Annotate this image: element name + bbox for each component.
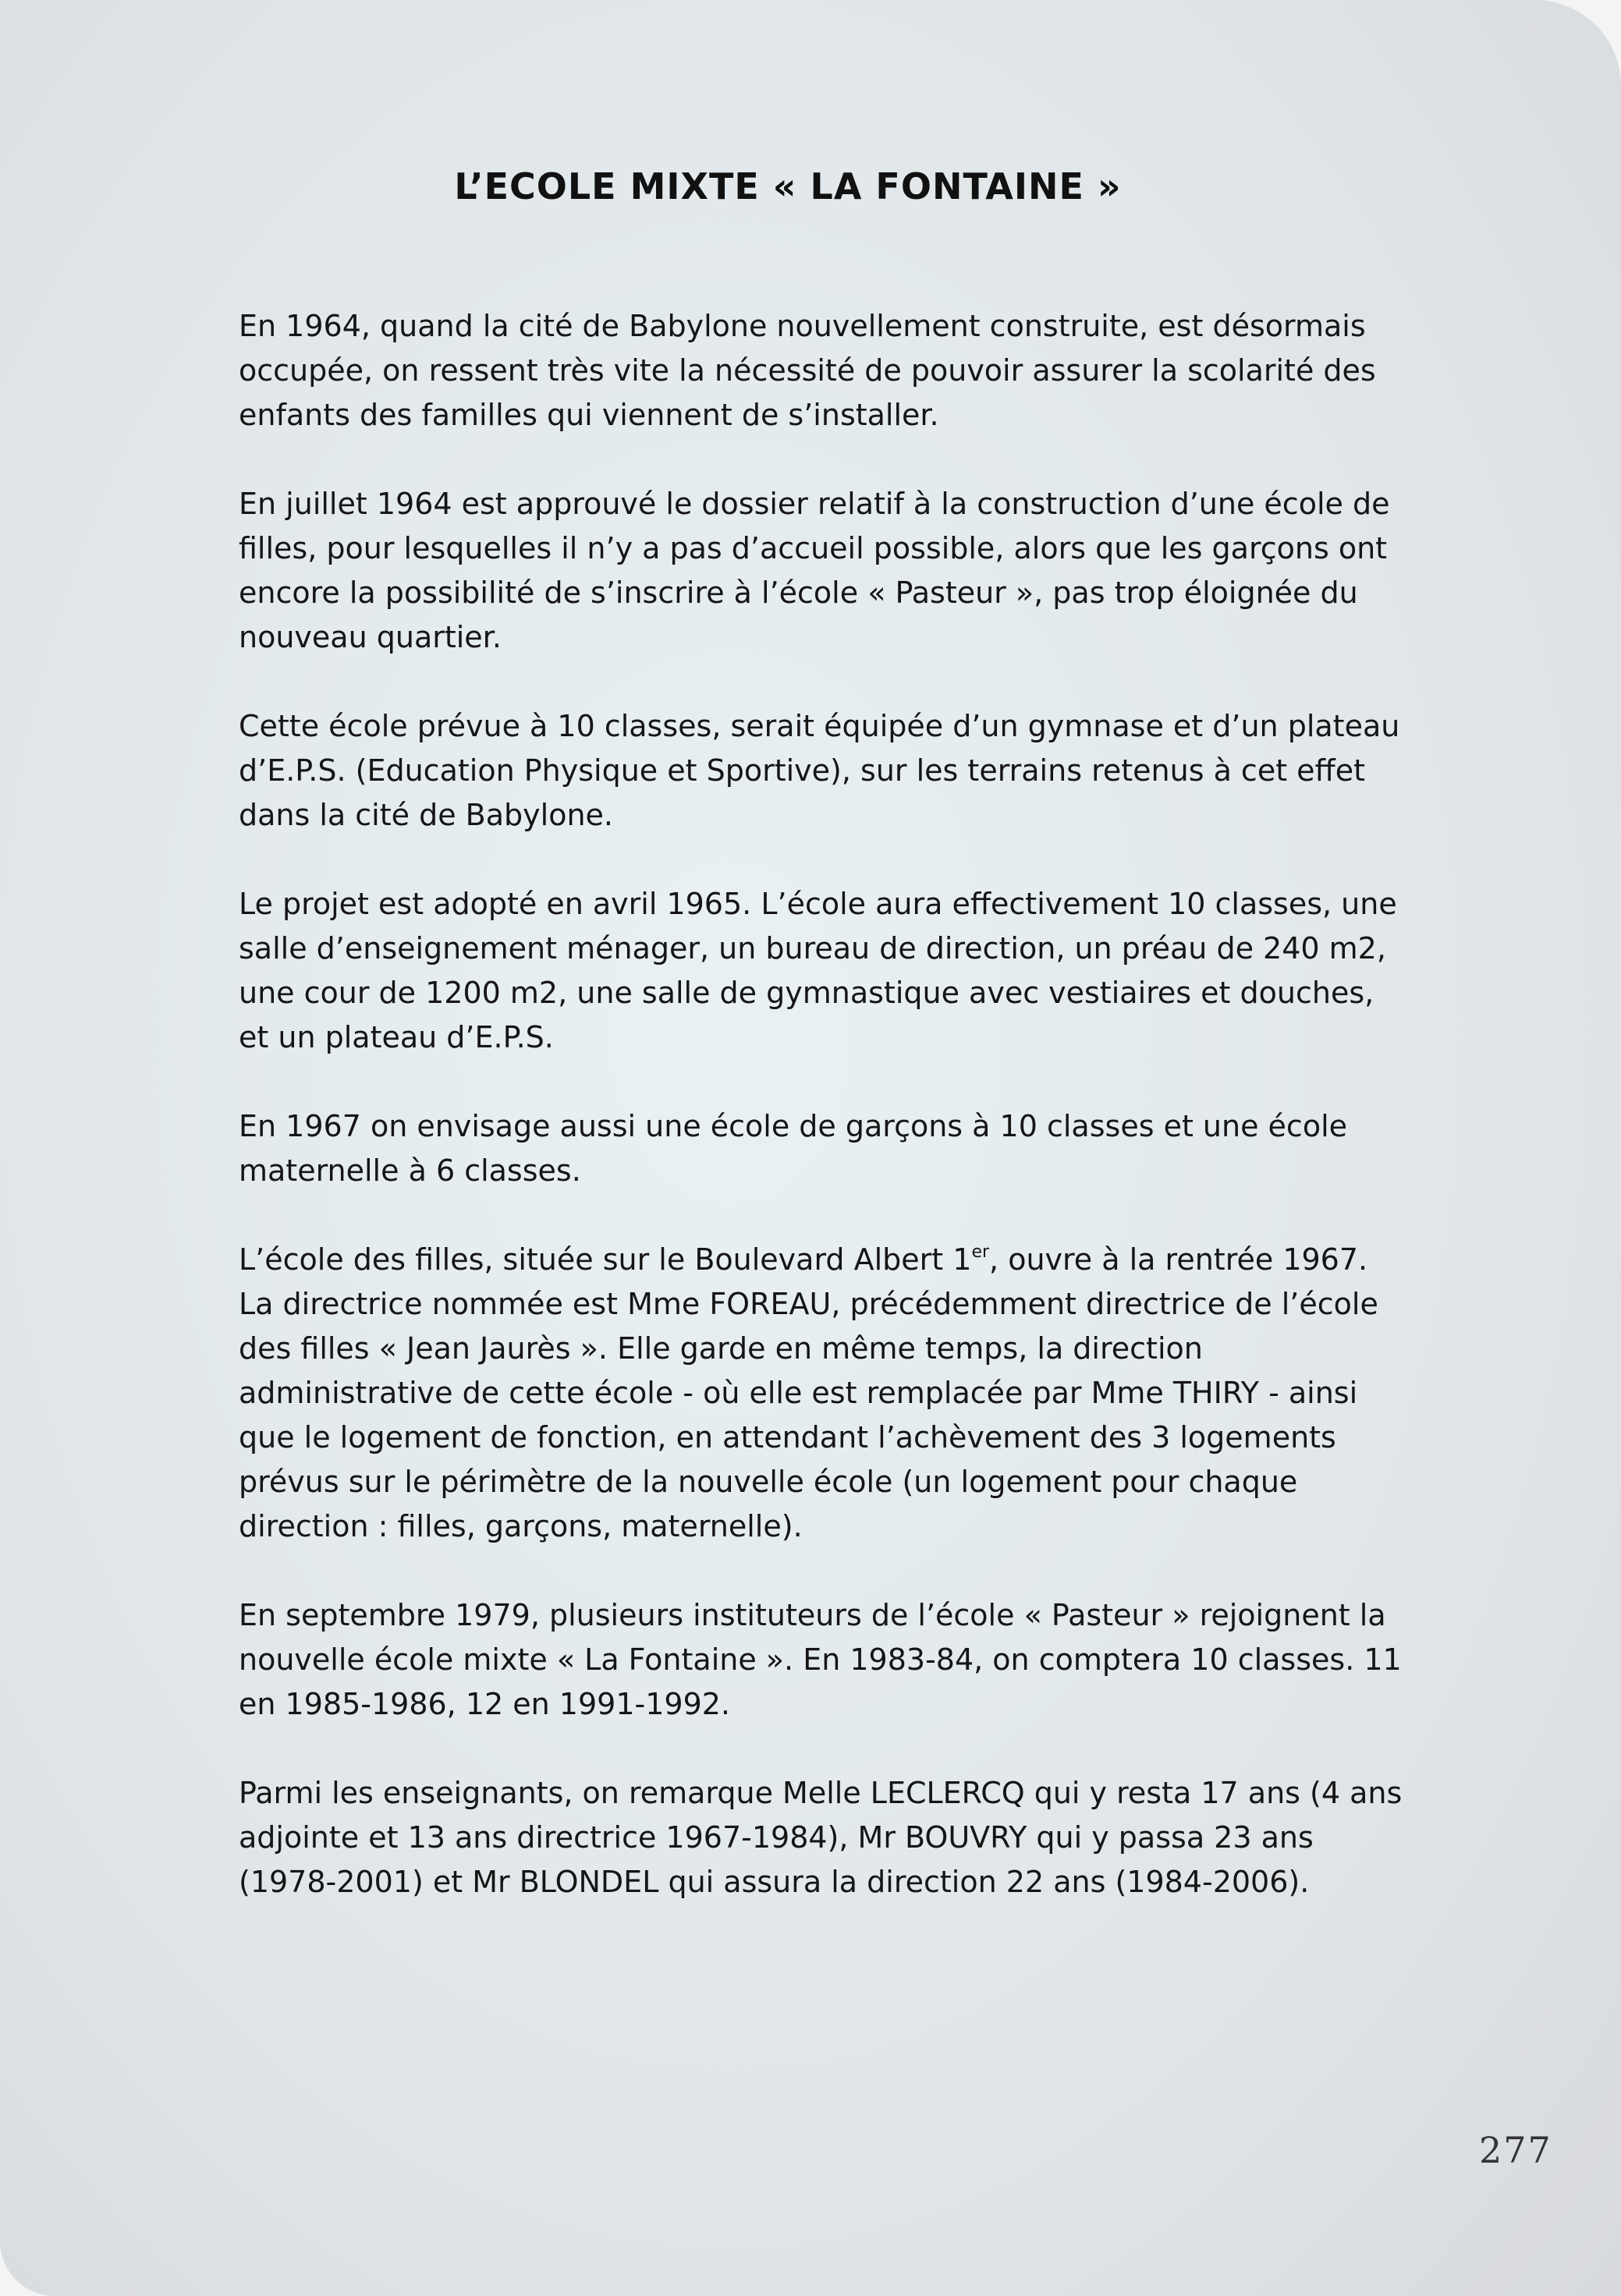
paragraph-1: En 1964, quand la cité de Babylone nouvellement construite, est désormais occupée, on ressent très vite la nécessité de pouvoir assurer la scolarité des enfants des familles qui viennent de s’installer. [239,309,1376,432]
paragraph-2: En juillet 1964 est approuvé le dossier relatif à la construction d’une école de filles, pour lesquelles il n’y a pas d’accueil possible, alors que les garçons ont encore la possibilité de s’inscrire à l’école « Pasteur », pas trop éloignée du nouveau quartier. [239,487,1390,654]
document-body [239,304,1409,1949]
paragraph-7: En septembre 1979, plusieurs instituteurs de l’école « Pasteur » rejoignent la nouvelle école mixte « La Fontaine ». En 1983-84, on comptera 10 classes. 11 en 1985-1986, 12 en 1991-1992. [239,1598,1402,1721]
paragraph-6-start: L’école des filles, située sur le Boulevard Albert 1 [239,1242,972,1277]
paragraph-4: Le projet est adopté en avril 1965. L’école aura effectivement 10 classes, une salle d’enseignement ménager, un bureau de direction, un préau de 240 m2, une cour de 1200 m2, une salle de gymnastique avec vestiaires et douches, et un plateau d’E.P.S. [239,887,1397,1054]
document-title: L’ECOLE MIXTE « LA FONTAINE » [454,165,1122,207]
paragraph-5: En 1967 on envisage aussi une école de garçons à 10 classes et une école maternelle à 6 classes. [239,1109,1348,1188]
paragraph-6-end: , ouvre à la rentrée 1967. La directrice nommée est Mme FOREAU, précédemment directrice de l’école des filles « Jean Jaurès ». Elle garde en même temps, la direction administrative de cette école - où elle est remplacée par Mme THIRY - ainsi que le logement de fonction, en attendant l’achèvement des 3 logements prévus sur le périmètre de la nouvelle école (un logement pour chaque direction : filles, garçons, maternelle). [239,1242,1378,1543]
ordinal-superscript: er [971,1242,990,1262]
paragraph-6 [239,1238,1409,1549]
paragraph-8: Parmi les enseignants, on remarque Melle LECLERCQ qui y resta 17 ans (4 ans adjointe et 13 ans directrice 1967-1984), Mr BOUVRY qui y passa 23 ans (1978-2001) et Mr BLONDEL qui assura la direction 22 ans (1984-2006). [239,1776,1403,1899]
page-number: 277 [1479,2129,1552,2171]
paragraph-3: Cette école prévue à 10 classes, serait équipée d’un gymnase et d’un plateau d’E.P.S. (Education Physique et Sportive), sur les terrains retenus à cet effet dans la cité de Babylone. [239,709,1400,832]
